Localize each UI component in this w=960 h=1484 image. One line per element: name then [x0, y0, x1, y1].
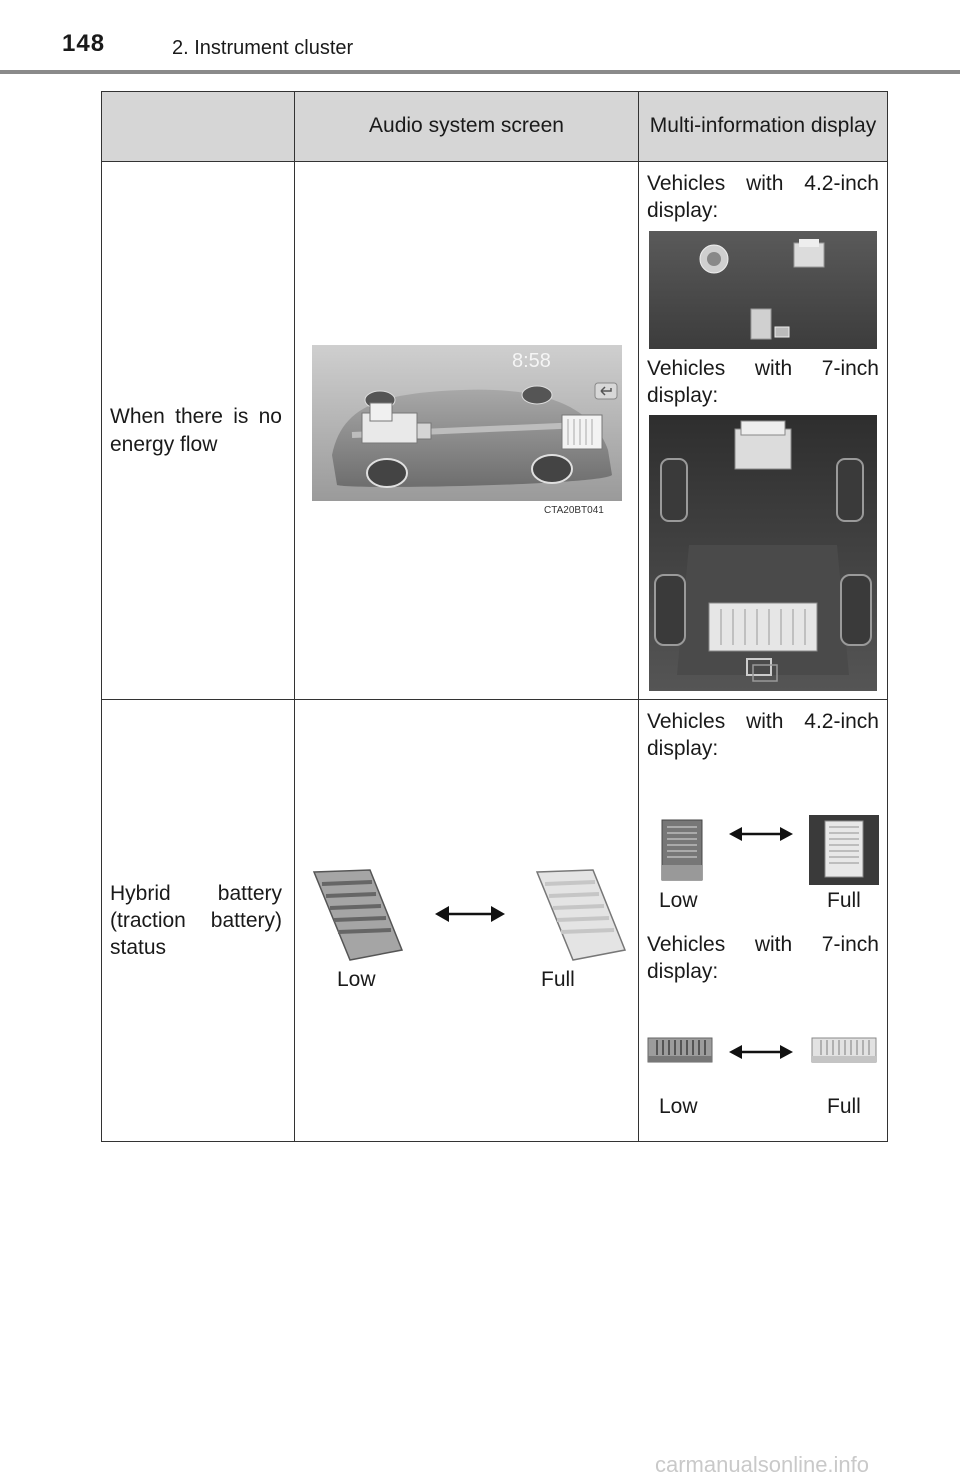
audio-clock: 8:58 [511, 349, 551, 372]
header-empty [102, 92, 295, 162]
page-number: 148 [62, 30, 106, 57]
mid-cell-no-energy [639, 162, 888, 700]
row-label-no-energy-flow: When there is no energy flow [102, 162, 295, 700]
table-row [102, 162, 888, 700]
mid-42-low-label: Low [659, 888, 698, 912]
audio-battery-cell [295, 700, 639, 1142]
audio-screen-no-energy-image [312, 345, 622, 517]
battery-full-icon [533, 868, 628, 964]
image-code: CTA20BT041 [543, 504, 604, 516]
header-multi-information-display [639, 92, 888, 162]
battery-low-icon [661, 819, 703, 881]
battery-full-icon [809, 815, 879, 885]
audio-screen-cell [295, 162, 639, 700]
audio-full-label: Full [541, 967, 575, 991]
mid-cell-hybrid-battery [639, 700, 888, 1142]
double-arrow-icon [729, 823, 793, 845]
page-header [0, 0, 960, 80]
row-label-hybrid-battery: Hybrid battery (traction battery) status [102, 700, 295, 1142]
mid-42-full-label: Full [827, 888, 861, 912]
double-arrow-icon [435, 902, 505, 926]
double-arrow-icon [729, 1041, 793, 1063]
mid-label-7-inch: Vehicles with 7-inch display: [647, 356, 879, 407]
header-rule [0, 70, 960, 74]
mid-label-42-inch: Vehicles with 4.2-inch display: [647, 172, 879, 223]
energy-monitor-table [101, 91, 888, 1142]
mid-7-low-label: Low [659, 1095, 698, 1119]
mid-7-no-energy-image [649, 415, 877, 691]
header-mid-label: Multi-information display [649, 114, 877, 138]
table-header-row [102, 92, 888, 162]
mid-42-no-energy-image [649, 231, 877, 349]
battery-full-icon [811, 1037, 877, 1063]
table-row [102, 700, 888, 1142]
mid-label-42-inch: Vehicles with 4.2-inch display: [647, 710, 879, 761]
mid-7-full-label: Full [827, 1095, 861, 1119]
header-audio-system-screen: Audio system screen [295, 92, 639, 162]
battery-low-icon [310, 868, 405, 964]
audio-low-label: Low [337, 967, 376, 991]
watermark: carmanualsonline.info [655, 1452, 870, 1477]
section-title: 2. Instrument cluster [172, 37, 354, 59]
mid-label-7-inch: Vehicles with 7-inch display: [647, 932, 879, 984]
battery-low-icon [647, 1037, 713, 1063]
